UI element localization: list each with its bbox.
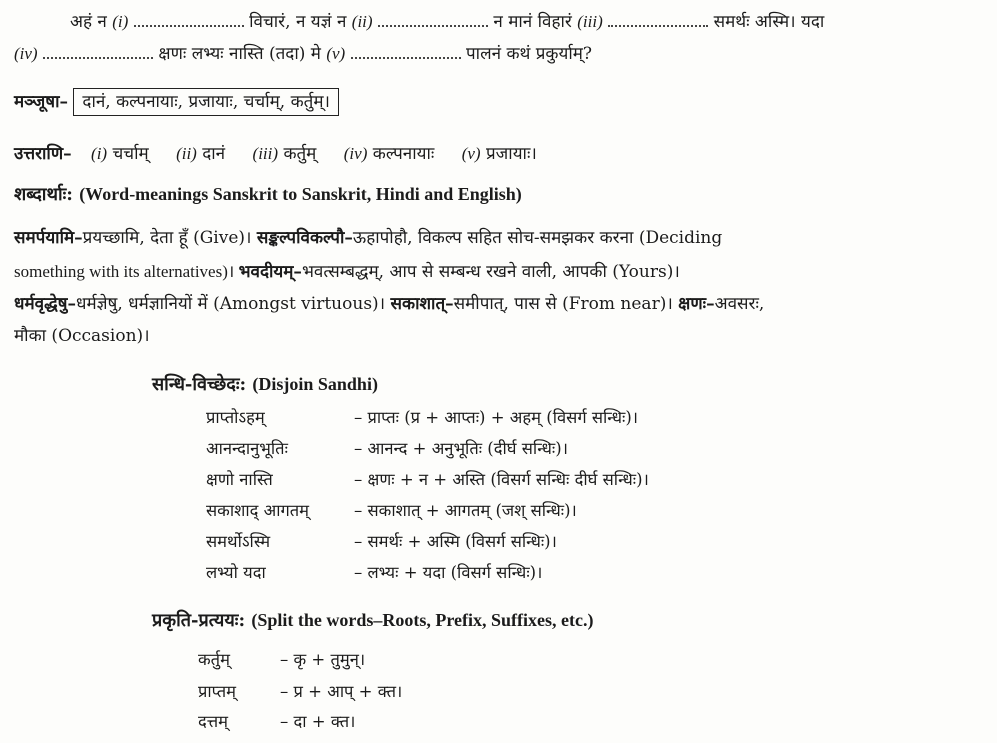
text: क्षणः लभ्यः नास्ति (तदा) मे — [158, 44, 327, 64]
text: न मानं विहारं — [493, 12, 578, 32]
term: सङ्कल्पविकल्पौ– — [256, 228, 353, 248]
definition: अवसरः, — [714, 294, 765, 314]
answer-number: (iii) — [252, 144, 279, 163]
blank-dots — [43, 43, 153, 59]
answer-word: दानं — [202, 144, 226, 164]
heading-hindi: शब्दार्थाः — [14, 184, 67, 205]
word-meanings-line-3 — [14, 292, 764, 316]
sandhi-word: प्राप्तोऽहम् — [206, 408, 265, 427]
sandhi-split: – प्राप्तः (प्र + आप्तः) + अहम् (विसर्ग सन्धिः)। — [354, 408, 639, 427]
exercise-line-1 — [70, 10, 824, 34]
answer-number: (ii) — [176, 144, 197, 163]
sandhi-word: लभ्यो यदा — [206, 563, 266, 582]
sandhi-split: – आनन्द + अनुभूतिः (दीर्घ सन्धिः)। — [354, 439, 568, 458]
sandhi-split: – लभ्यः + यदा (विसर्ग सन्धिः)। — [354, 563, 543, 582]
blank-number: (iii) — [577, 12, 603, 31]
word-meanings-line-2 — [14, 260, 680, 284]
blank-dots — [134, 11, 244, 27]
definition: something with its alternatives)। — [14, 262, 239, 281]
definition: समीपात्, पास से (From near)। — [453, 294, 679, 314]
sandhi-split: – समर्थः + अस्मि (विसर्ग सन्धिः)। — [354, 532, 557, 551]
sandhi-split: – क्षणः + न + अस्ति (विसर्ग सन्धिः दीर्घ सन्धिः)। — [354, 470, 649, 489]
manjusha — [14, 88, 339, 116]
answer-number: (v) — [461, 144, 481, 163]
sandhi-word: क्षणो नास्ति — [206, 470, 273, 489]
sandhi-word: समर्थोऽस्मि — [206, 532, 271, 551]
text: पालनं कथं प्रकुर्याम्? — [466, 44, 593, 64]
prakriti-word: प्राप्तम् — [198, 682, 237, 701]
manjusha-label: मञ्जूषा– — [14, 92, 69, 112]
prakriti-word: दत्तम् — [198, 712, 229, 731]
sandhi-word: सकाशाद् आगतम् — [206, 501, 310, 520]
blank-number: (ii) — [351, 12, 373, 31]
text: समर्थः अस्मि। यदा — [713, 12, 825, 32]
definition: ऊहापोहौ, विकल्प सहित सोच-समझकर करना (Deciding — [352, 228, 723, 248]
manjusha-box: दानं, कल्पनायाः, प्रजायाः, चर्चाम्, कर्तुम्। — [73, 88, 339, 116]
answer-word: कर्तुम् — [283, 144, 317, 164]
heading-hindi: प्रकृति-प्रत्ययः — [152, 610, 239, 631]
text: अहं न — [70, 12, 113, 32]
answers — [14, 142, 537, 166]
answer-word: प्रजायाः। — [486, 144, 537, 164]
word-meanings-heading: शब्दार्थाः: (Word-meanings Sanskrit to Sanskrit, Hindi and English) — [14, 184, 522, 205]
blank-dots — [351, 43, 461, 59]
term: सकाशात्– — [390, 294, 454, 314]
blank-dots — [608, 11, 708, 27]
sandhi-split: – सकाशात् + आगतम् (जश् सन्धिः)। — [354, 501, 577, 520]
heading-hindi: सन्धि-विच्छेदः — [152, 374, 240, 395]
term: क्षणः– — [678, 294, 715, 314]
blank-number: (iv) — [14, 44, 38, 63]
sandhi-word: आनन्दानुभूतिः — [206, 439, 288, 458]
prakriti-split: – दा + क्त। — [280, 712, 356, 731]
sandhi-heading: सन्धि-विच्छेदः: (Disjoin Sandhi) — [152, 374, 378, 395]
word-meanings-line-4 — [14, 324, 150, 348]
heading-english: (Split the words–Roots, Prefix, Suffixes, etc.) — [251, 610, 594, 630]
blank-number: (v) — [326, 44, 346, 63]
answer-number: (iv) — [343, 144, 368, 163]
heading-english: (Word-meanings Sanskrit to Sanskrit, Hindi and English) — [79, 184, 522, 204]
term: भवदीयम्– — [238, 262, 302, 282]
prakriti-split: – कृ + तुमुन्। — [280, 650, 366, 669]
term: समर्पयामि– — [14, 228, 83, 248]
answers-label: उत्तराणि– — [14, 144, 72, 164]
definition: मौका (Occasion)। — [14, 326, 150, 346]
answer-word: चर्चाम् — [112, 144, 149, 164]
definition: धर्मज्ञेषु, धर्मज्ञानियों में (Amongst virtuous)। — [75, 294, 391, 314]
term: धर्मवृद्धेषु– — [14, 294, 76, 314]
word-meanings-line-1 — [14, 226, 982, 250]
exercise-line-2 — [14, 42, 592, 66]
blank-number: (i) — [112, 12, 129, 31]
definition: प्रयच्छामि, देता हूँ (Give)। — [82, 228, 257, 248]
text: विचारं, न यज्ञं न — [249, 12, 352, 32]
answer-number: (i) — [91, 144, 108, 163]
prakriti-heading: प्रकृति-प्रत्ययः: (Split the words–Roots, Prefix, Suffixes, etc.) — [152, 610, 594, 631]
blank-dots — [378, 11, 488, 27]
heading-english: (Disjoin Sandhi) — [252, 374, 378, 394]
definition: भवत्सम्बद्धम्, आप से सम्बन्ध रखने वाली, आपकी (Yours)। — [301, 262, 680, 282]
prakriti-word: कर्तुम् — [198, 650, 230, 669]
prakriti-split: – प्र + आप् + क्त। — [280, 682, 403, 701]
answer-word: कल्पनायाः — [372, 144, 435, 164]
